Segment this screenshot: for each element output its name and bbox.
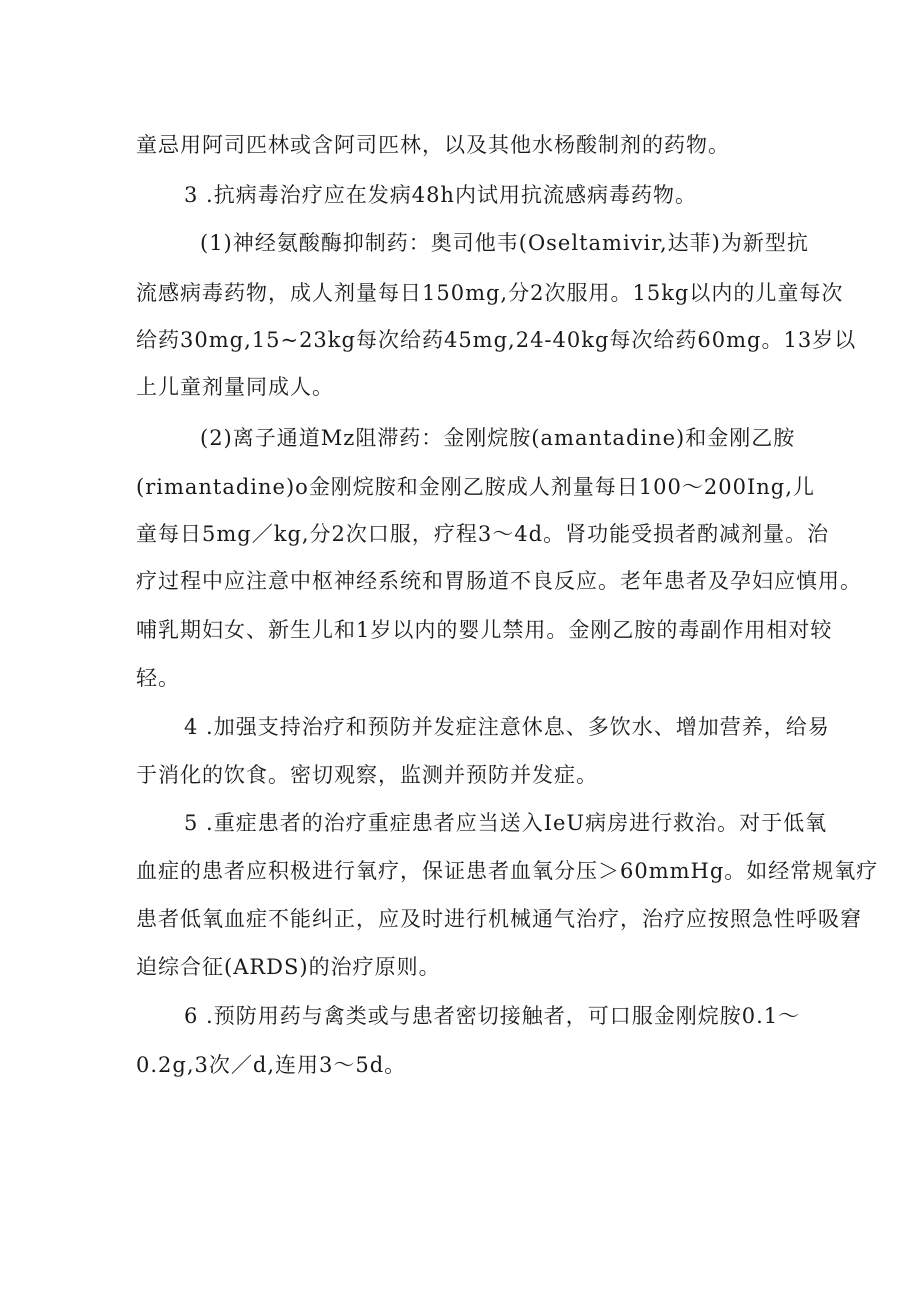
text-line: 给药30mg,15~23kg每次给药45mg,24-40kg每次给药60mg。13岁以	[136, 328, 857, 352]
text-line: 迫综合征(ARDS)的治疗原则。	[136, 955, 441, 979]
text-line: 童忌用阿司匹林或含阿司匹林，以及其他水杨酸制剂的药物。	[136, 133, 730, 157]
text-line: 于消化的饮食。密切观察，监测并预防并发症。	[136, 763, 598, 787]
text-line: 哺乳期妇女、新生儿和1岁以内的婴儿禁用。金刚乙胺的毒副作用相对较	[136, 618, 833, 642]
text-line: (2)离子通道Mz阻滞药：金刚烷胺(amantadine)和金刚乙胺	[200, 426, 796, 450]
text-line: 6 .预防用药与禽类或与患者密切接触者，可口服金刚烷胺0.1～	[184, 1004, 801, 1028]
text-line: (1)神经氨酸酶抑制药：奥司他韦(Oseltamivir,达菲)为新型抗	[200, 231, 809, 255]
text-line: 童每日5mg／kg,分2次口服，疗程3～4d。肾功能受损者酌减剂量。治	[136, 522, 830, 546]
text-line: 患者低氧血症不能纠正，应及时进行机械通气治疗，治疗应按照急性呼吸窘	[136, 907, 862, 931]
text-line: 5 .重症患者的治疗重症患者应当送入IeU病房进行救治。对于低氧	[184, 811, 828, 835]
text-line: 疗过程中应注意中枢神经系统和胃肠道不良反应。老年患者及孕妇应慎用。	[136, 569, 862, 593]
text-line: 3 .抗病毒治疗应在发病48h内试用抗流感病毒药物。	[184, 183, 697, 207]
text-line: 轻。	[136, 666, 180, 690]
text-line: 流感病毒药物，成人剂量每日150mg,分2次服用。15kg以内的儿童每次	[136, 281, 844, 305]
text-line: 上儿童剂量同成人。	[136, 375, 334, 399]
text-line: 0.2g,3次／d,连用3～5d。	[136, 1053, 407, 1077]
text-line: (rimantadine)o金刚烷胺和金刚乙胺成人剂量每日100～200Ing,儿	[136, 475, 815, 499]
text-line: 4 .加强支持治疗和预防并发症注意休息、多饮水、增加营养，给易	[184, 715, 830, 739]
text-line: 血症的患者应积极进行氧疗，保证患者血氧分压＞60mmHg。如经常规氧疗	[136, 859, 879, 883]
